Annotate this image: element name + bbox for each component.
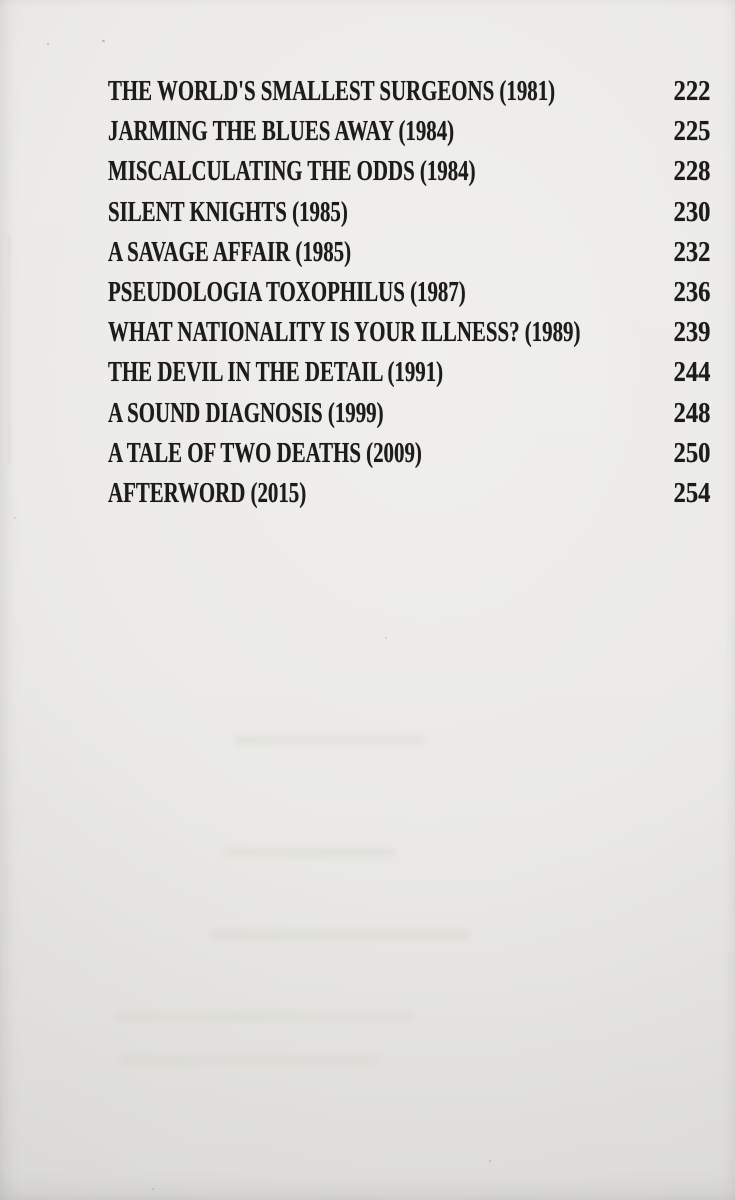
- toc-entry: [108, 232, 710, 272]
- toc-entry-title: MISCALCULATING THE ODDS (1984): [108, 155, 476, 188]
- toc-entry-page-number: 232: [673, 235, 710, 268]
- toc-entry-title: A SOUND DIAGNOSIS (1999): [108, 396, 384, 429]
- toc-entry-page-number: 254: [673, 476, 710, 509]
- toc-entry-title: THE DEVIL IN THE DETAIL (1991): [108, 356, 444, 389]
- toc-entry-title: JARMING THE BLUES AWAY (1984): [108, 115, 455, 148]
- toc-entry: [108, 473, 710, 513]
- toc-entry: [108, 192, 710, 232]
- toc-entry-title: SILENT KNIGHTS (1985): [108, 195, 348, 228]
- ink-speck: [489, 1160, 491, 1162]
- bleed-through-mark: [115, 1012, 415, 1022]
- bleed-through-mark: [210, 930, 470, 940]
- toc-entry: [108, 151, 710, 191]
- ink-speck: [385, 637, 387, 639]
- toc-entry: [108, 111, 710, 151]
- toc-entry-page-number: 236: [673, 275, 710, 308]
- ink-speck: [47, 43, 49, 45]
- toc-entry-title: A TALE OF TWO DEATHS (2009): [108, 436, 422, 469]
- toc-entry: [108, 312, 710, 352]
- bleed-through-mark: [235, 735, 425, 745]
- toc-entry-title: THE WORLD'S SMALLEST SURGEONS (1981): [108, 75, 556, 107]
- bleed-through-mark: [120, 1055, 380, 1065]
- toc-entry-page-number: 230: [673, 195, 710, 228]
- toc-entry: [108, 433, 710, 473]
- toc-entry-title: AFTERWORD (2015): [108, 476, 307, 509]
- toc-entry-page-number: 239: [673, 316, 710, 349]
- toc-entry-page-number: 248: [673, 396, 710, 429]
- toc-entry: [108, 71, 710, 111]
- toc-entry-page-number: 250: [673, 436, 710, 469]
- toc-entry: [108, 393, 710, 433]
- toc-entry-page-number: 244: [673, 356, 710, 389]
- toc-entry-page-number: 225: [673, 115, 710, 148]
- toc-entry: [108, 352, 710, 392]
- ink-speck: [14, 517, 16, 519]
- toc-entry: [108, 272, 710, 312]
- ink-speck: [152, 1188, 154, 1190]
- toc-entry-title: WHAT NATIONALITY IS YOUR ILLNESS? (1989): [108, 316, 581, 349]
- toc-entry-page-number: 228: [673, 155, 710, 188]
- toc-list: [108, 71, 710, 513]
- toc-entry-page-number: 222: [673, 75, 710, 107]
- paper-crease: [8, 235, 10, 465]
- ink-speck: [102, 39, 106, 42]
- toc-entry-title: A SAVAGE AFFAIR (1985): [108, 235, 352, 268]
- toc-entry-title: PSEUDOLOGIA TOXOPHILUS (1987): [108, 275, 466, 308]
- bleed-through-mark: [225, 848, 395, 857]
